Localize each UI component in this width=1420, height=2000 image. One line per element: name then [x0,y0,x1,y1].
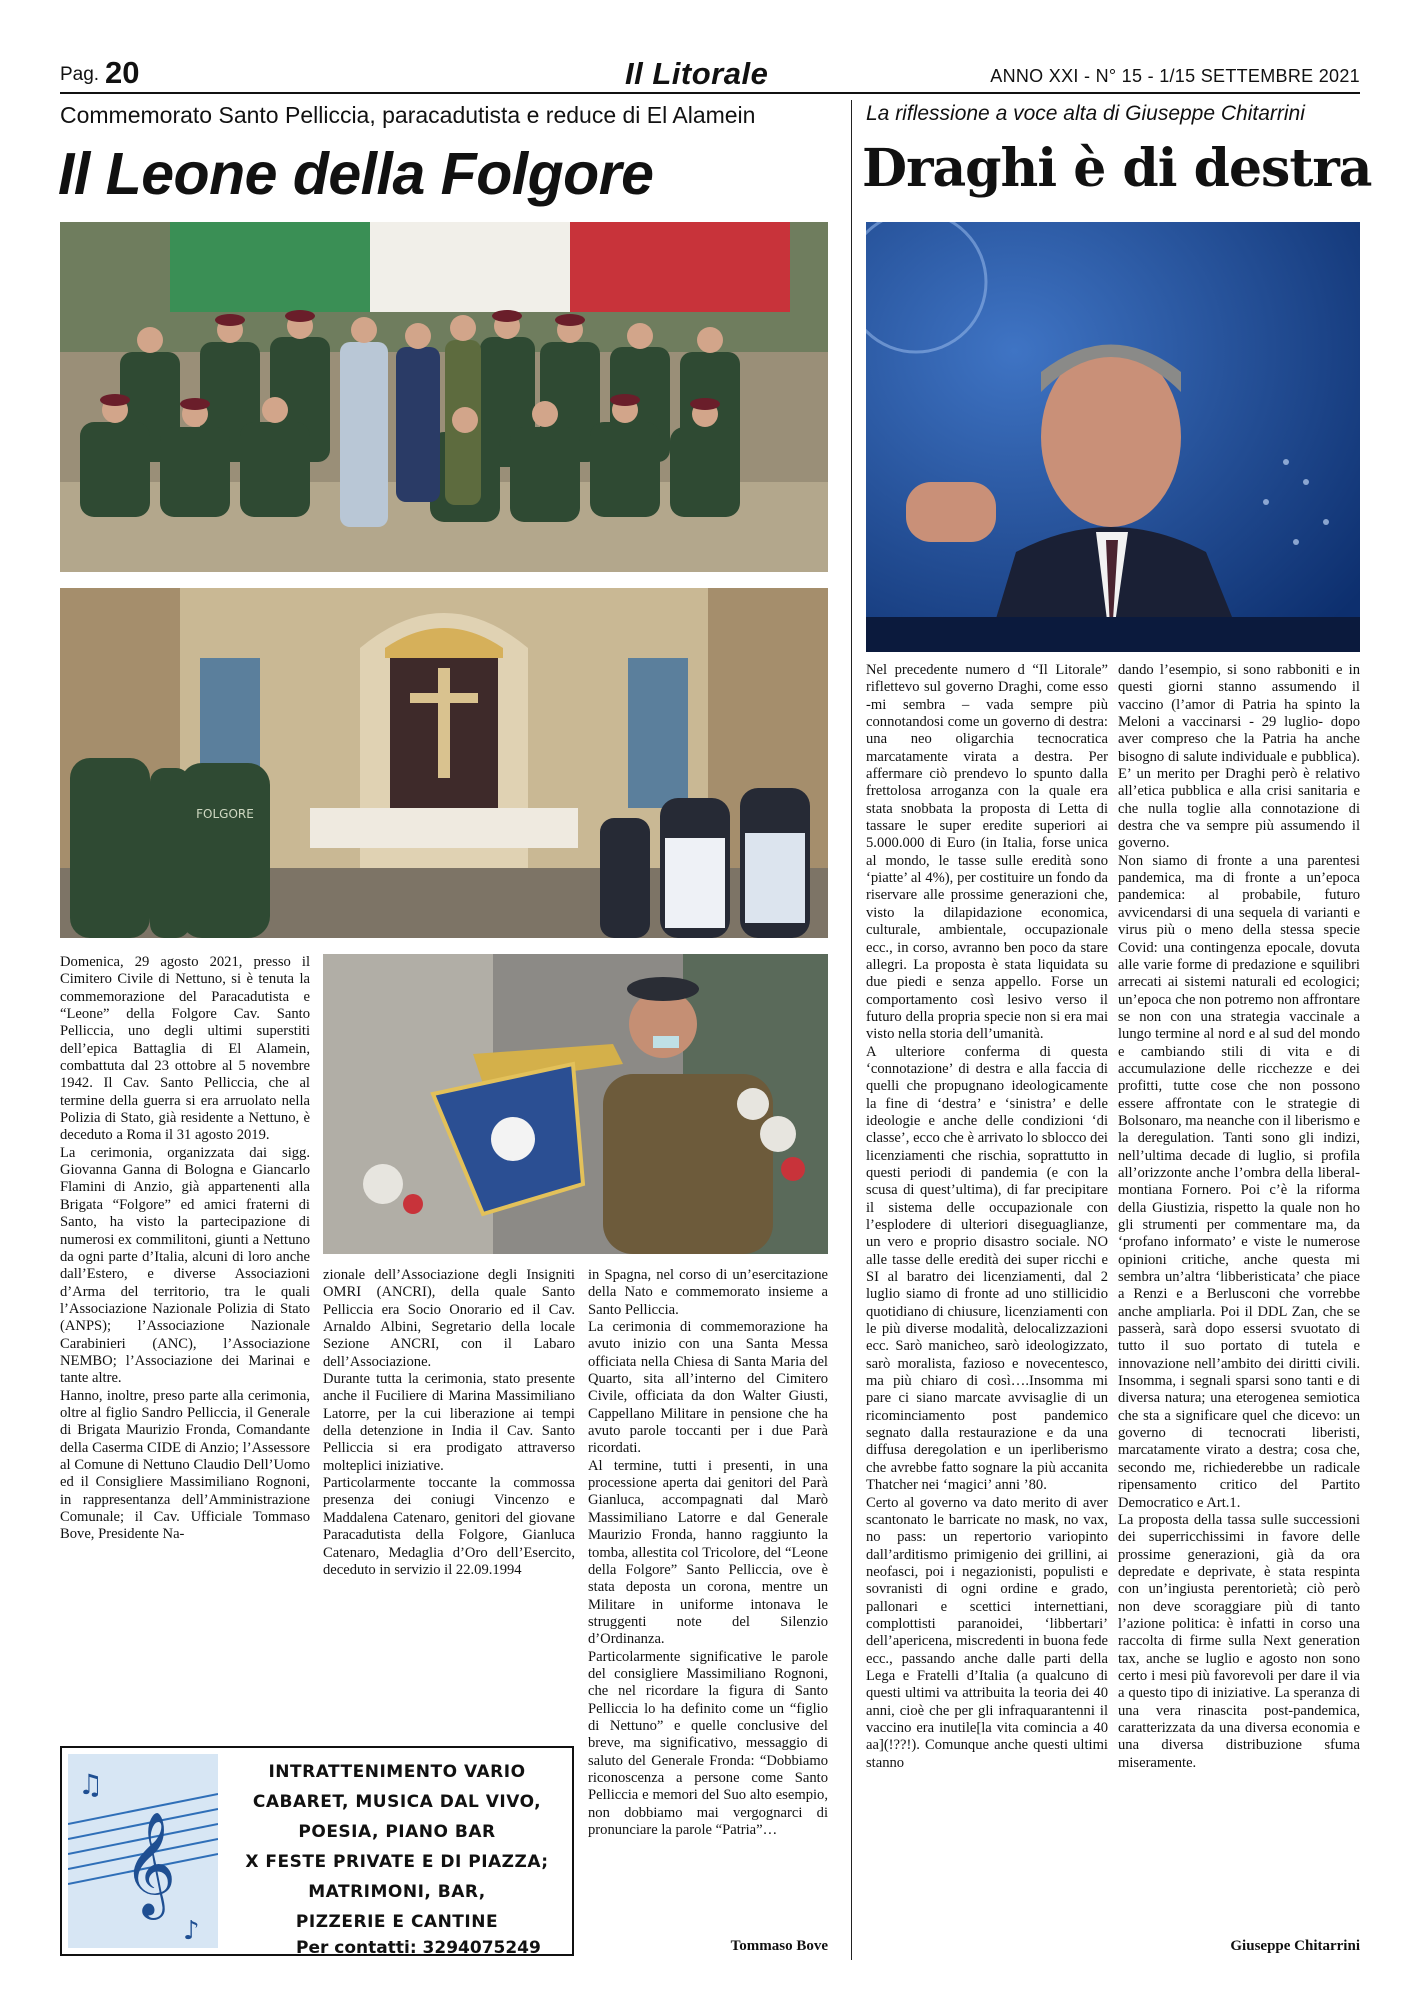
paragraph: Durante tutta la cerimonia, stato presente anche il Fuciliere di Marina Massimiliano Latorre, per la cui liberazione ai tempi della detenzione in India il Cav. Santo Pelliccia si era prodigato attraverso molteplici iniziative. [323,1371,575,1474]
right-article-col1 [866,662,1108,1962]
ad-contact: Per contatti: 3294075249 [296,1938,541,1958]
issue-line: ANNO XXI - N° 15 - 1/15 SETTEMBRE 2021 [990,66,1360,86]
paragraph: Domenica, 29 agosto 2021, presso il Cimitero Civile di Nettuno, si è tenuta la commemorazione del Paracadutista e “Leone” della Folgore Cav. Santo Pelliccia, uno degli ultimi superstiti dell’epica Battaglia di El Alamein, combattuta dal 23 ottobre al 5 novembre 1942. Il Cav. Santo Pelliccia, che al termine della guerra si era arruolato nella Polizia di Stato, già residente a Nettuno, è deceduto a Roma il 31 agosto 2019. [60,954,310,1144]
paragraph: Non siamo di fronte a una parentesi pandemica, ma di fronte a un’epoca pandemica: al probabile, futuro avvicendarsi di una sequela di varianti e virus più o meno della stessa specie Covid: una contingenza epocale, dovuta alle varie forme di predazione e squilibri arrecati ai sistemi naturali ed ecologici; un’epoca che non potremo non affrontare se non con una strategia vaccinale a lungo termine al nord e al sud del mondo e cambiando stili di vita e di accumulazione delle ricchezze e dei profitti, tutte cose che non possono essere affrontate con le strategie di Bolsonaro, ma neanche con il liberismo e la deregulation. Tanti sono gli indizi, nell’ultima decade di luglio, si profila all’orizzonte anche l’ombra della liberal-montiana Fornero. Poi c’è la riforma della Giustizia, rispetto la quale non ho gli strumenti per commentare ma, da ‘profano informato’ e viste le numerose opinioni critiche, anche questa mi sembra un’altra ‘libberisticata’ che piace a Renzi e a Berlusconi che vorrebbe anche ampliarla. Poi il DDL Zan, che se passerà, sarà dopo essersi svuotato di tutto il suo portato di tutela e innovazione nell’ambito dei diritti civili. Insomma, i segnali sparsi sono tanti e di diversa natura; una eterogenea semiotica che sta a significare quel che dicevo: un governo di tecnocrati liberisti, marcatamente virato a destra; cosa che, secondo me, richiederebbe un radicale ripensamento critico del Partito Democratico e Art.1. [1118,852,1360,1511]
ad-line: CABARET, MUSICA DAL VIVO, [252,1792,542,1812]
left-signature: Tommaso Bove [730,1938,828,1954]
svg-text:FOLGORE: FOLGORE [196,807,254,821]
masthead: Il Litorale [625,56,769,91]
left-article-col1 [60,954,310,1734]
ad-line: PIZZERIE E CANTINE [295,1912,499,1932]
portrait-photo [866,222,1360,652]
left-headline: Il Leone della Folgore [58,141,654,207]
page-label: Pag. [60,64,100,85]
column-divider [851,100,852,1960]
trumpeter-photo [323,954,828,1254]
music-note-icon: ♫ [78,1768,104,1801]
paragraph: Nel precedente numero d “Il Litorale” riflettevo sul governo Draghi, come esso -mi sembra – vada sempre più connotandosi come un governo di destra: una neo oligarchia tecnocratica marcatamente virata a destra. Per affermare ciò prendevo lo spunto dalla frettolosa arroganza con la quale era stata snobbata la proposta di Letta di tassare le super eredite superiori ai 5.000.000 di Euro (in Italia, forse unica al mondo, le tasse sulle eredità sono ‘piatte’ al 4%), per costituire un fondo da riservare alle prossime generazioni che, visto la dilapidazione economica, culturale, ambientale, occupazionale ecc., in corso, avranno ben poco da stare allegri. La proposta è stata liquidata su due piedi e senza appello. Forse un comportamento così lesivo verso il futuro della propria specie non si era mai visto nella storia dell’umanità. [866,662,1108,1043]
paragraph: Certo al governo va dato merito di aver scantonato le barricate no mask, no vax, no pass: un repertorio variopinto dall’arditismo primigenio dei grillini, ai neofasci, poi i negazionisti, populisti e sovranisti di ogni ordine e grado, pallonari e scettici internettiani, complottisti paranoidei, ‘libbertari’ dell’apericena, miscredenti in buona fede ecc., passando anche dalle parti della Lega e Fratelli d’Italia (a qualcuno di questi ultimi va attribuita la teoria dei 40 anni, cioè che per gli infraquarantenni il vaccino era inutile[la vita comincia a 40 aa](!??!). Comunque anche questi ultimi stanno [866,1494,1108,1771]
ad-line: POESIA, PIANO BAR [298,1822,496,1842]
right-kicker: La riflessione a voce alta di Giuseppe Chitarrini [866,102,1305,125]
right-signature: Giuseppe Chitarrini [1230,1938,1360,1954]
ad-music-graphic [68,1754,218,1948]
group-photo [60,222,828,572]
paragraph: Particolarmente significative le parole del consigliere Massimiliano Rognoni, che nel ricordare la figura di Santo Pelliccia lo ha definito come un “figlio di Nettuno” e quelle conclusive del breve, ma significativo, messaggio di saluto del Generale Fronda: “Dobbiamo riconoscenza a persone come Santo Pelliccia e memori del Suo alto esempio, non dobbiamo mai vergognarci di pronunciare la parole “Patria”… [588,1648,828,1838]
paragraph: dando l’esempio, si sono rabboniti e in questi giorni stanno assumendo il vaccino (l’amor di Patria ha spinto la Meloni a vaccinarsi - 29 luglio- dopo aver compreso che la Patria ha anche bisogno di salute individuale e pubblica). E’ un merito per Draghi però è relativo all’etica pubblica e alla crisi sanitaria e che nulla toglie alla connotazione di destra che va sempre più assumendo il governo. [1118,662,1360,852]
right-headline: Draghi è di destra [862,138,1372,199]
ad-line: INTRATTENIMENTO VARIO [268,1762,526,1782]
church-photo [60,588,828,938]
music-note-icon: ♪ [183,1916,200,1946]
ad-line: X FESTE PRIVATE E DI PIAZZA; [245,1852,549,1872]
left-article-col3 [588,1267,828,1917]
ad-line: MATRIMONI, BAR, [308,1882,486,1902]
flag-white-icon [370,222,570,312]
paragraph: La cerimonia, organizzata dai sigg. Giovanna Ganna di Bologna e Giancarlo Flamini di Anzio, già appartenenti alla Brigata “Folgore” ed amici fraterni di Santo, ha visto la partecipazione di numerosi ex commilitoni, giunti a Nettuno da ogni parte d’Italia, alcuni di loro anche dall’Estero, e diverse Associazioni d’Arma del territorio, tra le quali l’Associazione Nazionale Polizia di Stato (ANPS); l’Associazione Nazionale Carabinieri (ANC), l’Associazione NEMBO; l’Associazione dei Marinai e tante altre. [60,1144,310,1387]
paragraph: Al termine, tutti i presenti, in una processione aperta dai genitori del Parà Gianluca, accompagnati dal Marò Massimiliano Latorre e dal Generale Maurizio Fronda, hanno raggiunto la tomba, allestita col Tricolore, del “Leone della Folgore” Santo Pelliccia, ove è stata deposta un corona, mentre un Militare in uniforme intonava le struggenti note del Silenzio d’Ordinanza. [588,1457,828,1648]
hand-icon [906,482,996,542]
paragraph: Hanno, inoltre, preso parte alla cerimonia, oltre al figlio Sandro Pelliccia, il Generale di Brigata Maurizio Fronda, Comandante della Caserma CIDE di Anzio; l’Assessore al Comune di Nettuno Claudio Dell’Uomo ed il Consigliere Massimiliano Rognoni, in rappresentanza dell’Amministrazione Comunale; il Cav. Ufficiale Tommaso Bove, Presidente Na- [60,1387,310,1543]
right-article-col2 [1118,662,1360,1932]
flag-green-icon [170,222,370,312]
header-rule [60,92,1360,94]
paragraph: La proposta della tassa sulle successioni dei superricchissimi in favore delle prossime generazioni, già da ora depredate e deprivate, è stata respinta con un’ingiusta perentorietà; ciò però non deve scoraggiare più di tanto l’azione politica: è infatti in corso una raccolta di firme sulla Next generation tax, anche se luglio e agosto non sono certo i mesi più favorevoli per dare il via a questo tipo di iniziative. La speranza di una vera rinascita post-pandemica, caratterizzata da una diversa economia e una diversa distribuzione sfuma miseramente. [1118,1511,1360,1771]
crucifix-icon [438,668,450,778]
paragraph: Particolarmente toccante la commossa presenza dei coniugi Vincenzo e Maddalena Catenaro, genitori del giovane Paracadutista della Folgore, Gianluca Catenaro, Medaglia d’Oro dell’Esercito, deceduto in servizio il 22.09.1994 [323,1475,575,1578]
paragraph: in Spagna, nel corso di un’esercitazione della Nato e commemorato insieme a Santo Pelliccia. [588,1267,828,1318]
ad-text [222,1748,572,1954]
paragraph: zionale dell’Associazione degli Insigniti OMRI (ANCRI), della quale Santo Pelliccia era Socio Onorario ed il Cav. Arnaldo Albini, Segretario della locale Sezione ANCRI, con il Labaro dell’Associazione. [323,1267,575,1370]
left-article-col2 [323,1267,575,1737]
flag-red-icon [570,222,790,312]
left-kicker: Commemorato Santo Pelliccia, paracadutista e reduce di El Alamein [60,102,756,128]
paragraph: A ulteriore conferma di questa ‘connotazione’ di destra e alla faccia di quelli che propugnano ideologicamente la fine di ‘destra’ e ‘sinistra’ e delle ideologie e anche delle condizioni ‘di classe’, ecco che è arrivato lo sblocco dei licenziamenti che rischia, soprattutto in questi periodi di pandemia (e con la scusa di quest’ultima), di far precipitare il sistema delle occupazionale con l’esplodere di ulteriori diseguaglianze, un vero e proprio disastro sociale. NO alle tasse delle eredità dei super ricchi e SI al baratro dei licenziamenti, dal 2 luglio siamo di fronte ad uno stillicidio quotidiano di chiusure, licenziamenti con le più diverse modalità, delocalizzazioni ecc. Sarò manicheo, sarò ideologizzato, sarò moralista, fazioso e novecentesco, ma più chiaro di così….Insomma mi pare ci siano marcate avvisaglie di un ricominciamento post pandemico segnato dalla restaurazione e da una diffusa deregolation e un iperliberismo che avrebbe fatto sognare la più accanita Thatcher nei ‘magici’ anni ’80. [866,1043,1108,1494]
ad-box [60,1746,574,1956]
paragraph: La cerimonia di commemorazione ha avuto inizio con una Santa Messa officiata nella Chiesa di Santa Maria del Quarto, sita all’interno del Cimitero Civile, officiata da don Walter Giusti, Cappellano Militare in pensione che ha avuto parole toccanti per i due Parà ricordati. [588,1319,828,1457]
treble-clef-icon: 𝄞 [123,1811,177,1916]
page-number: 20 [105,55,140,90]
